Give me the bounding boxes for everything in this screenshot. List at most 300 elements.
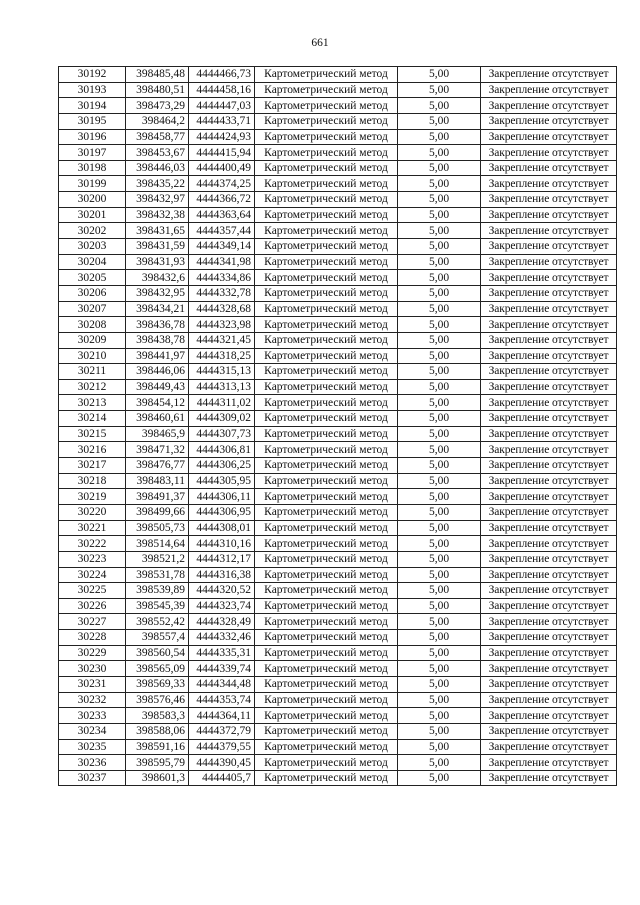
method-cell: Картометрический метод <box>255 630 398 646</box>
point-number-cell: 30220 <box>59 504 126 520</box>
y-coordinate-cell: 4444313,13 <box>189 379 255 395</box>
point-number-cell: 30230 <box>59 661 126 677</box>
y-coordinate-cell: 4444323,74 <box>189 598 255 614</box>
fixation-cell: Закрепление отсутствует <box>481 504 617 520</box>
y-coordinate-cell: 4444306,95 <box>189 504 255 520</box>
method-cell: Картометрический метод <box>255 113 398 129</box>
table-row <box>59 395 617 411</box>
point-number-cell: 30206 <box>59 285 126 301</box>
method-cell: Картометрический метод <box>255 176 398 192</box>
point-number-cell: 30203 <box>59 239 126 255</box>
accuracy-cell: 5,00 <box>398 723 481 739</box>
method-cell: Картометрический метод <box>255 489 398 505</box>
method-cell: Картометрический метод <box>255 364 398 380</box>
accuracy-cell: 5,00 <box>398 520 481 536</box>
table-row <box>59 67 617 83</box>
accuracy-cell: 5,00 <box>398 598 481 614</box>
point-number-cell: 30232 <box>59 692 126 708</box>
accuracy-cell: 5,00 <box>398 113 481 129</box>
table-row <box>59 661 617 677</box>
y-coordinate-cell: 4444332,78 <box>189 285 255 301</box>
x-coordinate-cell: 398583,3 <box>126 708 189 724</box>
table-row <box>59 504 617 520</box>
fixation-cell: Закрепление отсутствует <box>481 473 617 489</box>
fixation-cell: Закрепление отсутствует <box>481 661 617 677</box>
table-row <box>59 583 617 599</box>
table-body <box>59 67 617 786</box>
table-row <box>59 82 617 98</box>
fixation-cell: Закрепление отсутствует <box>481 739 617 755</box>
accuracy-cell: 5,00 <box>398 458 481 474</box>
fixation-cell: Закрепление отсутствует <box>481 708 617 724</box>
table-row <box>59 192 617 208</box>
y-coordinate-cell: 4444344,48 <box>189 676 255 692</box>
x-coordinate-cell: 398434,21 <box>126 301 189 317</box>
accuracy-cell: 5,00 <box>398 692 481 708</box>
accuracy-cell: 5,00 <box>398 489 481 505</box>
method-cell: Картометрический метод <box>255 129 398 145</box>
y-coordinate-cell: 4444310,16 <box>189 536 255 552</box>
point-number-cell: 30217 <box>59 458 126 474</box>
method-cell: Картометрический метод <box>255 145 398 161</box>
y-coordinate-cell: 4444306,25 <box>189 458 255 474</box>
method-cell: Картометрический метод <box>255 207 398 223</box>
x-coordinate-cell: 398454,12 <box>126 395 189 411</box>
fixation-cell: Закрепление отсутствует <box>481 630 617 646</box>
table-row <box>59 317 617 333</box>
point-number-cell: 30207 <box>59 301 126 317</box>
table-row <box>59 270 617 286</box>
y-coordinate-cell: 4444328,68 <box>189 301 255 317</box>
y-coordinate-cell: 4444315,13 <box>189 364 255 380</box>
table-row <box>59 739 617 755</box>
fixation-cell: Закрепление отсутствует <box>481 82 617 98</box>
point-number-cell: 30199 <box>59 176 126 192</box>
method-cell: Картометрический метод <box>255 676 398 692</box>
x-coordinate-cell: 398432,6 <box>126 270 189 286</box>
accuracy-cell: 5,00 <box>398 207 481 223</box>
y-coordinate-cell: 4444320,52 <box>189 583 255 599</box>
x-coordinate-cell: 398557,4 <box>126 630 189 646</box>
method-cell: Картометрический метод <box>255 270 398 286</box>
fixation-cell: Закрепление отсутствует <box>481 551 617 567</box>
y-coordinate-cell: 4444308,01 <box>189 520 255 536</box>
x-coordinate-cell: 398432,95 <box>126 285 189 301</box>
x-coordinate-cell: 398552,42 <box>126 614 189 630</box>
y-coordinate-cell: 4444339,74 <box>189 661 255 677</box>
method-cell: Картометрический метод <box>255 239 398 255</box>
point-number-cell: 30224 <box>59 567 126 583</box>
table-row <box>59 458 617 474</box>
method-cell: Картометрический метод <box>255 395 398 411</box>
point-number-cell: 30215 <box>59 426 126 442</box>
point-number-cell: 30226 <box>59 598 126 614</box>
table-row <box>59 614 617 630</box>
accuracy-cell: 5,00 <box>398 536 481 552</box>
fixation-cell: Закрепление отсутствует <box>481 317 617 333</box>
method-cell: Картометрический метод <box>255 254 398 270</box>
y-coordinate-cell: 4444390,45 <box>189 755 255 771</box>
point-number-cell: 30210 <box>59 348 126 364</box>
fixation-cell: Закрепление отсутствует <box>481 379 617 395</box>
y-coordinate-cell: 4444318,25 <box>189 348 255 364</box>
method-cell: Картометрический метод <box>255 520 398 536</box>
fixation-cell: Закрепление отсутствует <box>481 67 617 83</box>
fixation-cell: Закрепление отсутствует <box>481 129 617 145</box>
accuracy-cell: 5,00 <box>398 645 481 661</box>
page-number: 661 <box>311 37 329 49</box>
point-number-cell: 30222 <box>59 536 126 552</box>
x-coordinate-cell: 398521,2 <box>126 551 189 567</box>
point-number-cell: 30192 <box>59 67 126 83</box>
method-cell: Картометрический метод <box>255 567 398 583</box>
accuracy-cell: 5,00 <box>398 442 481 458</box>
y-coordinate-cell: 4444353,74 <box>189 692 255 708</box>
table-row <box>59 551 617 567</box>
method-cell: Картометрический метод <box>255 332 398 348</box>
point-number-cell: 30237 <box>59 770 126 786</box>
accuracy-cell: 5,00 <box>398 551 481 567</box>
table-row <box>59 207 617 223</box>
fixation-cell: Закрепление отсутствует <box>481 489 617 505</box>
y-coordinate-cell: 4444372,79 <box>189 723 255 739</box>
y-coordinate-cell: 4444334,86 <box>189 270 255 286</box>
fixation-cell: Закрепление отсутствует <box>481 145 617 161</box>
accuracy-cell: 5,00 <box>398 332 481 348</box>
point-number-cell: 30227 <box>59 614 126 630</box>
table-row <box>59 489 617 505</box>
point-number-cell: 30213 <box>59 395 126 411</box>
table-row <box>59 379 617 395</box>
accuracy-cell: 5,00 <box>398 411 481 427</box>
y-coordinate-cell: 4444305,95 <box>189 473 255 489</box>
y-coordinate-cell: 4444349,14 <box>189 239 255 255</box>
fixation-cell: Закрепление отсутствует <box>481 192 617 208</box>
y-coordinate-cell: 4444433,71 <box>189 113 255 129</box>
coordinates-table <box>58 66 617 786</box>
x-coordinate-cell: 398446,06 <box>126 364 189 380</box>
accuracy-cell: 5,00 <box>398 755 481 771</box>
fixation-cell: Закрепление отсутствует <box>481 458 617 474</box>
point-number-cell: 30236 <box>59 755 126 771</box>
table-row <box>59 301 617 317</box>
x-coordinate-cell: 398576,46 <box>126 692 189 708</box>
method-cell: Картометрический метод <box>255 723 398 739</box>
method-cell: Картометрический метод <box>255 442 398 458</box>
point-number-cell: 30201 <box>59 207 126 223</box>
table-row <box>59 645 617 661</box>
point-number-cell: 30198 <box>59 160 126 176</box>
method-cell: Картометрический метод <box>255 426 398 442</box>
fixation-cell: Закрепление отсутствует <box>481 395 617 411</box>
method-cell: Картометрический метод <box>255 348 398 364</box>
method-cell: Картометрический метод <box>255 192 398 208</box>
y-coordinate-cell: 4444309,02 <box>189 411 255 427</box>
fixation-cell: Закрепление отсутствует <box>481 176 617 192</box>
point-number-cell: 30205 <box>59 270 126 286</box>
point-number-cell: 30228 <box>59 630 126 646</box>
y-coordinate-cell: 4444400,49 <box>189 160 255 176</box>
table-row <box>59 145 617 161</box>
x-coordinate-cell: 398436,78 <box>126 317 189 333</box>
x-coordinate-cell: 398601,3 <box>126 770 189 786</box>
x-coordinate-cell: 398591,16 <box>126 739 189 755</box>
x-coordinate-cell: 398480,51 <box>126 82 189 98</box>
fixation-cell: Закрепление отсутствует <box>481 113 617 129</box>
table-row <box>59 113 617 129</box>
fixation-cell: Закрепление отсутствует <box>481 723 617 739</box>
point-number-cell: 30200 <box>59 192 126 208</box>
y-coordinate-cell: 4444466,73 <box>189 67 255 83</box>
method-cell: Картометрический метод <box>255 458 398 474</box>
x-coordinate-cell: 398432,38 <box>126 207 189 223</box>
fixation-cell: Закрепление отсутствует <box>481 239 617 255</box>
y-coordinate-cell: 4444312,17 <box>189 551 255 567</box>
accuracy-cell: 5,00 <box>398 223 481 239</box>
method-cell: Картометрический метод <box>255 379 398 395</box>
fixation-cell: Закрепление отсутствует <box>481 583 617 599</box>
accuracy-cell: 5,00 <box>398 176 481 192</box>
table-row <box>59 770 617 786</box>
fixation-cell: Закрепление отсутствует <box>481 411 617 427</box>
point-number-cell: 30221 <box>59 520 126 536</box>
fixation-cell: Закрепление отсутствует <box>481 676 617 692</box>
accuracy-cell: 5,00 <box>398 739 481 755</box>
fixation-cell: Закрепление отсутствует <box>481 567 617 583</box>
y-coordinate-cell: 4444311,02 <box>189 395 255 411</box>
fixation-cell: Закрепление отсутствует <box>481 160 617 176</box>
table-row <box>59 254 617 270</box>
accuracy-cell: 5,00 <box>398 301 481 317</box>
method-cell: Картометрический метод <box>255 755 398 771</box>
x-coordinate-cell: 398453,67 <box>126 145 189 161</box>
table-row <box>59 98 617 114</box>
point-number-cell: 30197 <box>59 145 126 161</box>
table-row <box>59 473 617 489</box>
x-coordinate-cell: 398499,66 <box>126 504 189 520</box>
x-coordinate-cell: 398449,43 <box>126 379 189 395</box>
y-coordinate-cell: 4444328,49 <box>189 614 255 630</box>
accuracy-cell: 5,00 <box>398 614 481 630</box>
accuracy-cell: 5,00 <box>398 708 481 724</box>
accuracy-cell: 5,00 <box>398 583 481 599</box>
accuracy-cell: 5,00 <box>398 676 481 692</box>
fixation-cell: Закрепление отсутствует <box>481 364 617 380</box>
point-number-cell: 30231 <box>59 676 126 692</box>
x-coordinate-cell: 398569,33 <box>126 676 189 692</box>
method-cell: Картометрический метод <box>255 285 398 301</box>
accuracy-cell: 5,00 <box>398 395 481 411</box>
y-coordinate-cell: 4444447,03 <box>189 98 255 114</box>
method-cell: Картометрический метод <box>255 692 398 708</box>
accuracy-cell: 5,00 <box>398 567 481 583</box>
table-row <box>59 520 617 536</box>
fixation-cell: Закрепление отсутствует <box>481 348 617 364</box>
y-coordinate-cell: 4444316,38 <box>189 567 255 583</box>
table-row <box>59 285 617 301</box>
accuracy-cell: 5,00 <box>398 254 481 270</box>
y-coordinate-cell: 4444405,7 <box>189 770 255 786</box>
y-coordinate-cell: 4444357,44 <box>189 223 255 239</box>
method-cell: Картометрический метод <box>255 598 398 614</box>
fixation-cell: Закрепление отсутствует <box>481 207 617 223</box>
y-coordinate-cell: 4444341,98 <box>189 254 255 270</box>
point-number-cell: 30223 <box>59 551 126 567</box>
fixation-cell: Закрепление отсутствует <box>481 270 617 286</box>
accuracy-cell: 5,00 <box>398 285 481 301</box>
x-coordinate-cell: 398431,59 <box>126 239 189 255</box>
x-coordinate-cell: 398505,73 <box>126 520 189 536</box>
table-row <box>59 160 617 176</box>
x-coordinate-cell: 398471,32 <box>126 442 189 458</box>
table-row <box>59 692 617 708</box>
fixation-cell: Закрепление отсутствует <box>481 98 617 114</box>
accuracy-cell: 5,00 <box>398 82 481 98</box>
point-number-cell: 30202 <box>59 223 126 239</box>
accuracy-cell: 5,00 <box>398 661 481 677</box>
fixation-cell: Закрепление отсутствует <box>481 223 617 239</box>
accuracy-cell: 5,00 <box>398 145 481 161</box>
accuracy-cell: 5,00 <box>398 364 481 380</box>
point-number-cell: 30212 <box>59 379 126 395</box>
accuracy-cell: 5,00 <box>398 67 481 83</box>
table-row <box>59 708 617 724</box>
method-cell: Картометрический метод <box>255 536 398 552</box>
table-row <box>59 442 617 458</box>
fixation-cell: Закрепление отсутствует <box>481 520 617 536</box>
fixation-cell: Закрепление отсутствует <box>481 426 617 442</box>
table-row <box>59 176 617 192</box>
x-coordinate-cell: 398446,03 <box>126 160 189 176</box>
fixation-cell: Закрепление отсутствует <box>481 755 617 771</box>
method-cell: Картометрический метод <box>255 223 398 239</box>
method-cell: Картометрический метод <box>255 770 398 786</box>
fixation-cell: Закрепление отсутствует <box>481 536 617 552</box>
point-number-cell: 30229 <box>59 645 126 661</box>
method-cell: Картометрический метод <box>255 645 398 661</box>
method-cell: Картометрический метод <box>255 160 398 176</box>
accuracy-cell: 5,00 <box>398 270 481 286</box>
point-number-cell: 30219 <box>59 489 126 505</box>
fixation-cell: Закрепление отсутствует <box>481 285 617 301</box>
y-coordinate-cell: 4444321,45 <box>189 332 255 348</box>
accuracy-cell: 5,00 <box>398 98 481 114</box>
fixation-cell: Закрепление отсутствует <box>481 614 617 630</box>
y-coordinate-cell: 4444307,73 <box>189 426 255 442</box>
y-coordinate-cell: 4444374,25 <box>189 176 255 192</box>
table-row <box>59 411 617 427</box>
x-coordinate-cell: 398485,48 <box>126 67 189 83</box>
point-number-cell: 30234 <box>59 723 126 739</box>
method-cell: Картометрический метод <box>255 411 398 427</box>
method-cell: Картометрический метод <box>255 82 398 98</box>
point-number-cell: 30233 <box>59 708 126 724</box>
point-number-cell: 30195 <box>59 113 126 129</box>
table-row <box>59 723 617 739</box>
y-coordinate-cell: 4444366,72 <box>189 192 255 208</box>
accuracy-cell: 5,00 <box>398 192 481 208</box>
method-cell: Картометрический метод <box>255 67 398 83</box>
table-row <box>59 239 617 255</box>
x-coordinate-cell: 398464,2 <box>126 113 189 129</box>
x-coordinate-cell: 398531,78 <box>126 567 189 583</box>
point-number-cell: 30218 <box>59 473 126 489</box>
table-row <box>59 223 617 239</box>
table-row <box>59 630 617 646</box>
accuracy-cell: 5,00 <box>398 348 481 364</box>
point-number-cell: 30204 <box>59 254 126 270</box>
y-coordinate-cell: 4444323,98 <box>189 317 255 333</box>
y-coordinate-cell: 4444363,64 <box>189 207 255 223</box>
accuracy-cell: 5,00 <box>398 504 481 520</box>
x-coordinate-cell: 398476,77 <box>126 458 189 474</box>
x-coordinate-cell: 398460,61 <box>126 411 189 427</box>
x-coordinate-cell: 398595,79 <box>126 755 189 771</box>
table-row <box>59 676 617 692</box>
accuracy-cell: 5,00 <box>398 770 481 786</box>
method-cell: Картометрический метод <box>255 301 398 317</box>
accuracy-cell: 5,00 <box>398 160 481 176</box>
accuracy-cell: 5,00 <box>398 473 481 489</box>
method-cell: Картометрический метод <box>255 614 398 630</box>
fixation-cell: Закрепление отсутствует <box>481 332 617 348</box>
accuracy-cell: 5,00 <box>398 426 481 442</box>
accuracy-cell: 5,00 <box>398 630 481 646</box>
x-coordinate-cell: 398441,97 <box>126 348 189 364</box>
table-row <box>59 348 617 364</box>
point-number-cell: 30193 <box>59 82 126 98</box>
x-coordinate-cell: 398514,64 <box>126 536 189 552</box>
point-number-cell: 30235 <box>59 739 126 755</box>
y-coordinate-cell: 4444306,81 <box>189 442 255 458</box>
x-coordinate-cell: 398473,29 <box>126 98 189 114</box>
table-row <box>59 364 617 380</box>
method-cell: Картометрический метод <box>255 98 398 114</box>
accuracy-cell: 5,00 <box>398 317 481 333</box>
x-coordinate-cell: 398491,37 <box>126 489 189 505</box>
method-cell: Картометрический метод <box>255 473 398 489</box>
method-cell: Картометрический метод <box>255 661 398 677</box>
y-coordinate-cell: 4444379,55 <box>189 739 255 755</box>
fixation-cell: Закрепление отсутствует <box>481 254 617 270</box>
x-coordinate-cell: 398565,09 <box>126 661 189 677</box>
table-row <box>59 567 617 583</box>
fixation-cell: Закрепление отсутствует <box>481 598 617 614</box>
point-number-cell: 30225 <box>59 583 126 599</box>
fixation-cell: Закрепление отсутствует <box>481 442 617 458</box>
accuracy-cell: 5,00 <box>398 379 481 395</box>
x-coordinate-cell: 398435,22 <box>126 176 189 192</box>
table-row <box>59 755 617 771</box>
y-coordinate-cell: 4444424,93 <box>189 129 255 145</box>
x-coordinate-cell: 398539,89 <box>126 583 189 599</box>
accuracy-cell: 5,00 <box>398 129 481 145</box>
point-number-cell: 30208 <box>59 317 126 333</box>
y-coordinate-cell: 4444364,11 <box>189 708 255 724</box>
fixation-cell: Закрепление отсутствует <box>481 770 617 786</box>
accuracy-cell: 5,00 <box>398 239 481 255</box>
point-number-cell: 30209 <box>59 332 126 348</box>
point-number-cell: 30194 <box>59 98 126 114</box>
method-cell: Картометрический метод <box>255 739 398 755</box>
fixation-cell: Закрепление отсутствует <box>481 692 617 708</box>
x-coordinate-cell: 398545,39 <box>126 598 189 614</box>
method-cell: Картометрический метод <box>255 708 398 724</box>
table-row <box>59 129 617 145</box>
x-coordinate-cell: 398438,78 <box>126 332 189 348</box>
y-coordinate-cell: 4444306,11 <box>189 489 255 505</box>
table-row <box>59 332 617 348</box>
